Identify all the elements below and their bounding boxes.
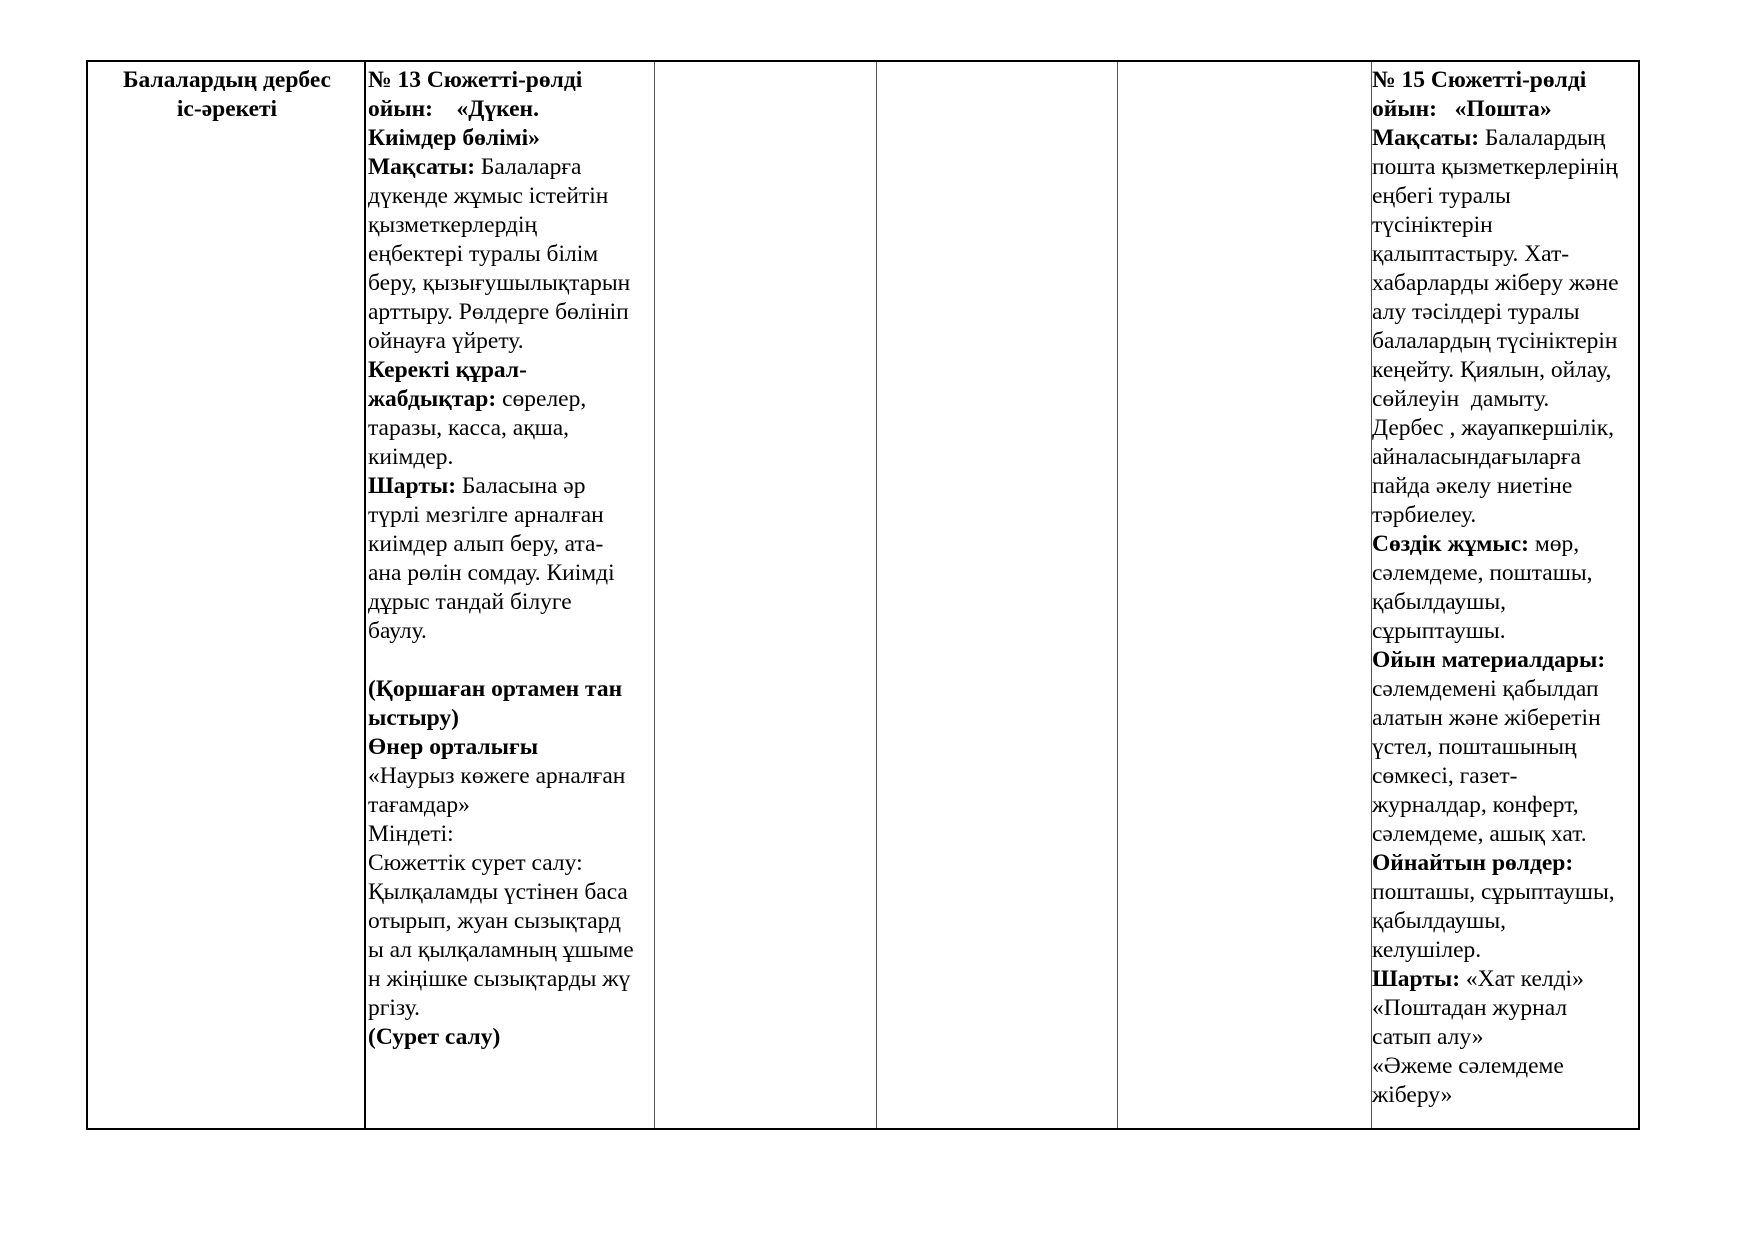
equipment-line: жабдықтар: сөрелер, <box>368 386 587 412</box>
goal-text-line: арттыру. Рөлдерге бөлініп <box>368 299 629 325</box>
condition-label: Шарты: <box>368 473 457 499</box>
materials-text-line: алатын және жіберетін <box>1372 705 1601 731</box>
goal-text-line: еңбектері туралы білім <box>368 241 599 267</box>
goal-text-line: қалыптастыру. Хат- <box>1372 241 1570 267</box>
goal-text-line: балалардың түсініктерін <box>1372 328 1618 354</box>
game-title-line: Киімдер бөлімі» <box>368 125 540 151</box>
goal-text-line: дүкенде жұмыс істейтін <box>368 183 609 209</box>
goal-text-line: Дербес , жауапкершілік, <box>1372 415 1615 441</box>
art-text-line: ы ал қылқаламның ұшыме <box>368 937 634 963</box>
game-title-line: № 15 Сюжетті-рөлді <box>1372 67 1587 93</box>
art-text-line: тағамдар» <box>368 792 470 818</box>
art-text-line: ргізу. <box>368 995 420 1021</box>
condition-line: Шарты: «Хат келді» <box>1372 966 1584 992</box>
materials-text-line: сәлемдемені қабылдап <box>1372 676 1599 702</box>
condition-text-line: баулу. <box>368 618 427 644</box>
goal-text-line: пайда әкелу ниетіне <box>1372 473 1573 499</box>
goal-text-line: айналасындағыларға <box>1372 444 1581 470</box>
condition-text-line: жіберу» <box>1372 1082 1453 1108</box>
goal-line: Мақсаты: Балалардың <box>1372 125 1606 151</box>
game-title-line: ойын: «Пошта» <box>1372 96 1552 122</box>
roles-text-line: қабылдаушы, <box>1372 908 1507 934</box>
equipment-text-line: таразы, касса, ақша, <box>368 415 570 441</box>
condition-text-line: ана рөлін сомдау. Киімді <box>368 560 615 586</box>
vocabulary-text-line: сәлемдеме, пошташы, <box>1372 560 1593 586</box>
column-divider <box>876 62 877 1128</box>
goal-text-line: еңбегі туралы <box>1372 183 1511 209</box>
condition-label: Шарты: <box>1372 966 1461 992</box>
condition-text-line: түрлі мезгілге арналған <box>368 502 604 528</box>
goal-label: Мақсаты: <box>1372 125 1480 151</box>
art-text-line: отырып, жуан сызықтард <box>368 908 622 934</box>
roles-text-line: пошташы, сұрыптаушы, <box>1372 879 1615 905</box>
equipment-text-line: киімдер. <box>368 444 454 470</box>
row-header-cell <box>88 62 366 1128</box>
condition-text-line: дұрыс тандай білуге <box>368 589 572 615</box>
art-text-line: Міндеті: <box>368 821 454 847</box>
goal-text-line: тәрбиелеу. <box>1372 502 1477 528</box>
goal-text-line: пошта қызметкерлерінің <box>1372 154 1618 180</box>
game-title-line: № 13 Сюжетті-рөлді <box>368 67 583 93</box>
goal-text-line: сөйлеуін дамыту. <box>1372 386 1550 412</box>
condition-text-line: киімдер алып беру, ата- <box>368 531 604 557</box>
goal-text-line: қызметкерлердің <box>368 212 538 238</box>
condition-text-line: «Әжеме сәлемдеме <box>1372 1053 1564 1079</box>
condition-text-line: «Поштадан журнал <box>1372 995 1568 1021</box>
plan-table <box>86 60 1640 1130</box>
materials-text-line: үстел, пошташының <box>1372 734 1577 760</box>
art-text-line: н жіңішке сызықтарды жү <box>368 966 631 992</box>
empty-cell <box>878 62 1116 1128</box>
materials-label: Ойын материалдары: <box>1372 647 1606 673</box>
activity-cell-13 <box>368 62 658 1128</box>
art-text-line: Қылқаламды үстінен баса <box>368 879 628 905</box>
goal-text-line: ойнауға үйрету. <box>368 328 524 354</box>
vocabulary-label: Сөздік жұмыс: <box>1372 531 1529 557</box>
materials-text-line: сәлемдеме, ашық хат. <box>1372 821 1587 847</box>
blank-line <box>368 646 658 675</box>
goal-line: Мақсаты: Балаларға <box>368 154 582 180</box>
vocabulary-line: Сөздік жұмыс: мөр, <box>1372 531 1580 557</box>
condition-line: Шарты: Баласына әр <box>368 473 586 499</box>
roles-text-line: келушілер. <box>1372 937 1482 963</box>
goal-text-line: алу тәсілдері туралы <box>1372 299 1580 325</box>
equipment-label: Керекті құрал- <box>368 357 527 383</box>
goal-text-line: түсініктерін <box>1372 212 1493 238</box>
materials-text-line: сөмкесі, газет- <box>1372 763 1518 789</box>
row-header-line: іс-әрекеті <box>176 96 278 122</box>
activity-cell-15 <box>1372 62 1640 1128</box>
empty-cell <box>1119 62 1370 1128</box>
area-label-line: (Қоршаған ортамен тан <box>368 676 623 702</box>
art-center-title: Өнер орталығы <box>368 734 539 760</box>
goal-label: Мақсаты: <box>368 154 476 180</box>
vocabulary-text-line: сұрыптаушы. <box>1372 618 1506 644</box>
goal-text-line: кеңейту. Қиялын, ойлау, <box>1372 357 1612 383</box>
materials-text-line: журналдар, конферт, <box>1372 792 1579 818</box>
art-text-line: «Наурыз көжеге арналған <box>368 763 626 789</box>
empty-cell <box>656 62 875 1128</box>
goal-text-line: беру, қызығушылықтарын <box>368 270 631 296</box>
column-divider <box>1117 62 1118 1128</box>
area-label-line: ыстыру) <box>368 705 460 731</box>
art-footer: (Сурет салу) <box>368 1024 501 1050</box>
game-title-line: ойын: «Дүкен. <box>368 96 539 122</box>
vocabulary-text-line: қабылдаушы, <box>1372 589 1507 615</box>
row-header-line: Балалардың дербес <box>123 67 331 93</box>
art-text-line: Сюжеттік сурет салу: <box>368 850 583 876</box>
condition-text-line: сатып алу» <box>1372 1024 1484 1050</box>
roles-label: Ойнайтын рөлдер: <box>1372 850 1574 876</box>
goal-text-line: хабарларды жіберу және <box>1372 270 1619 296</box>
